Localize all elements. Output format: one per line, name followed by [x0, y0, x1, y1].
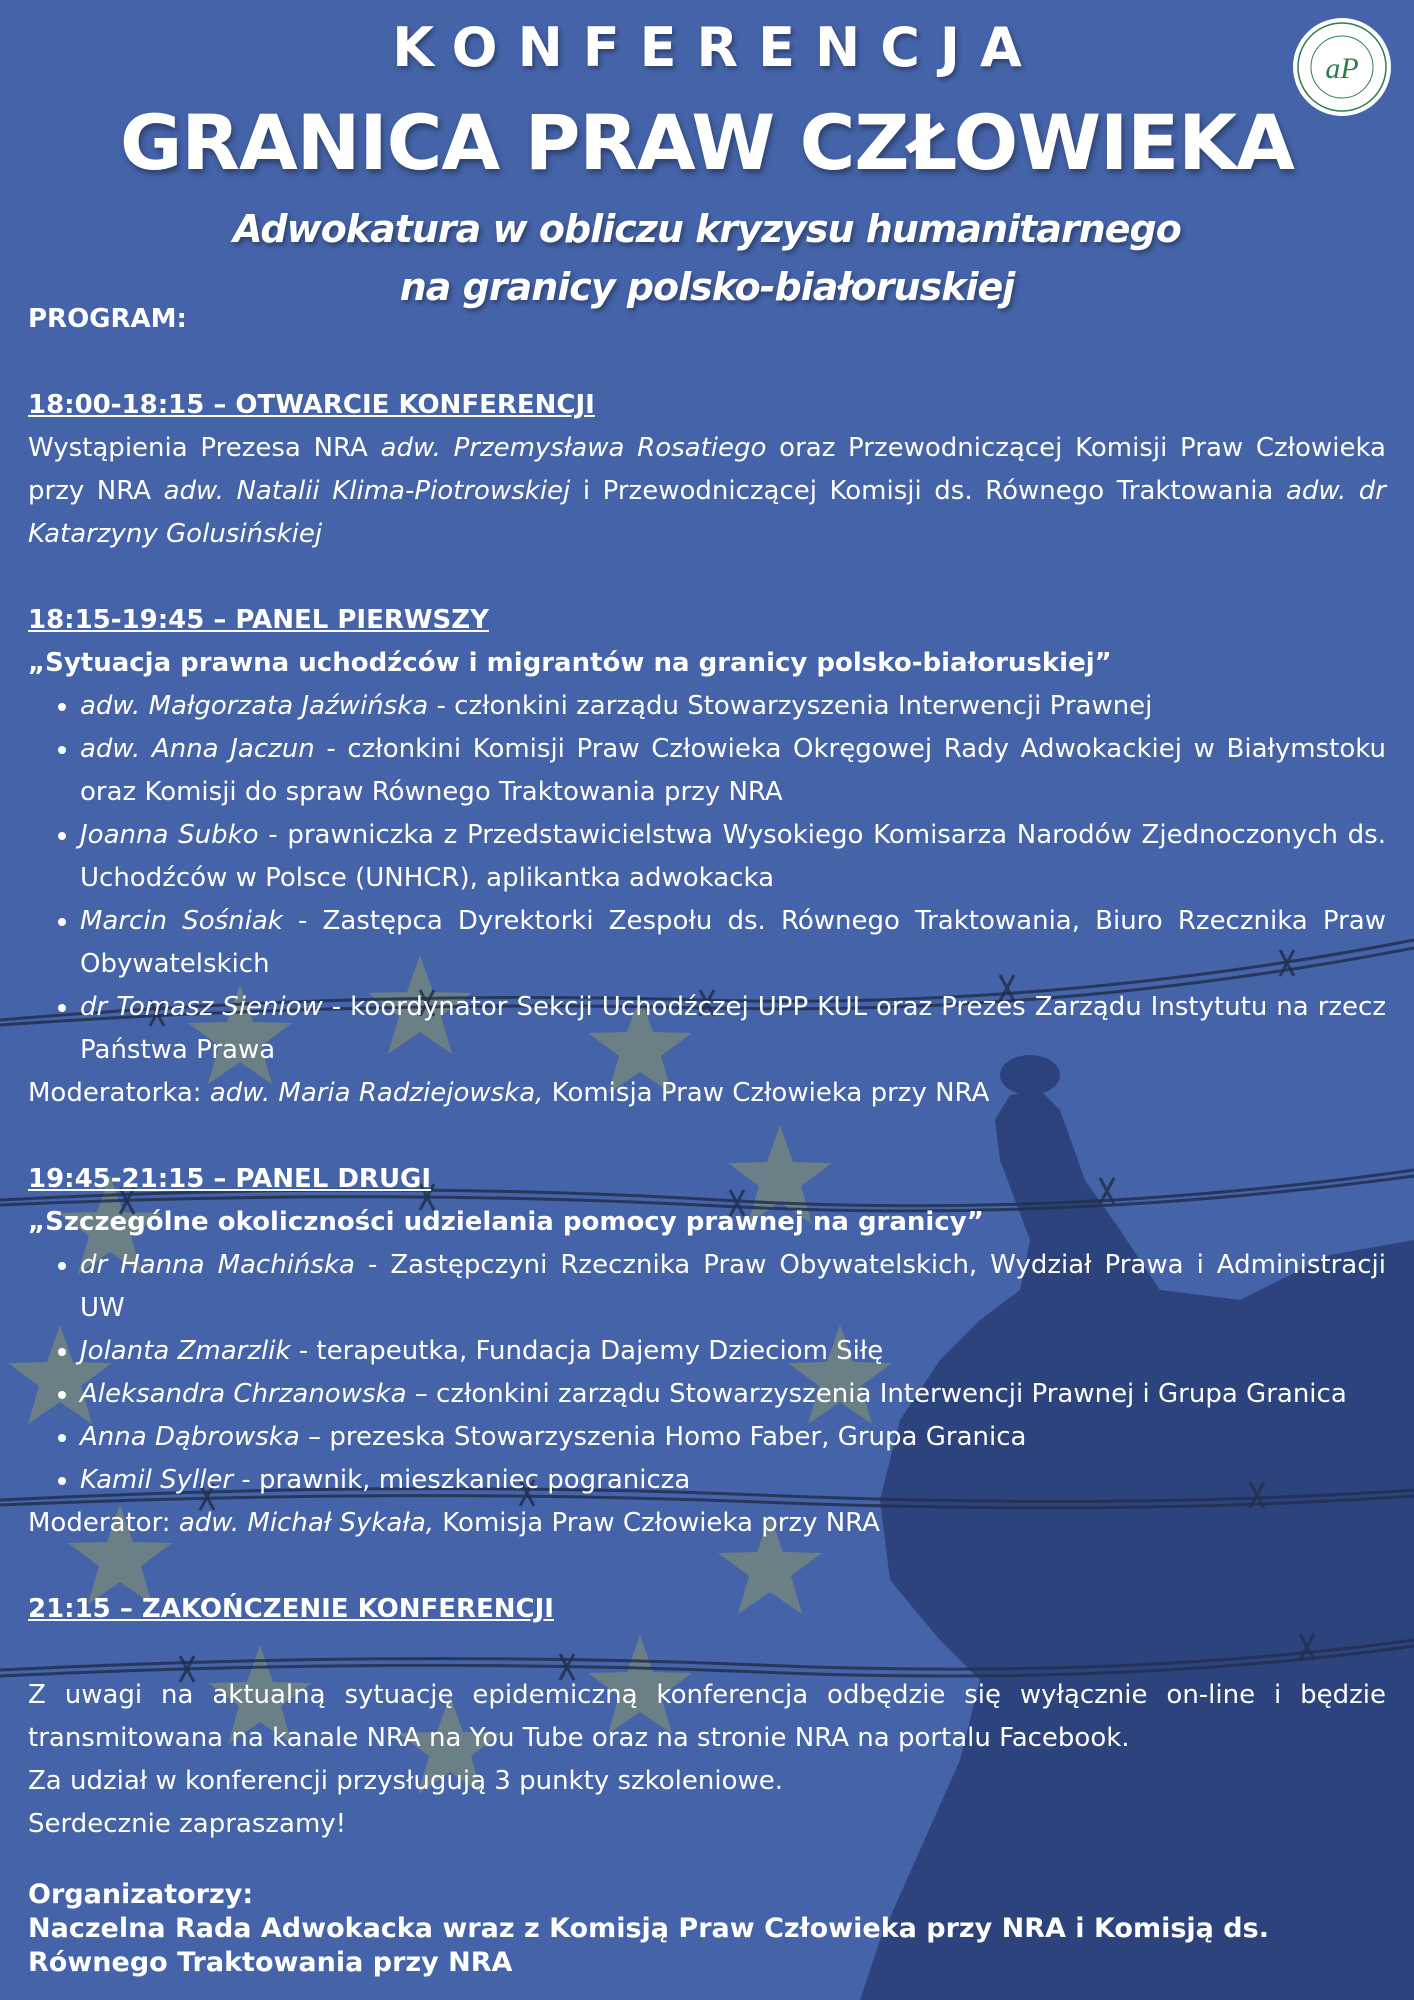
list-item: • Kamil Syller - prawnik, mieszkaniec pogranicza [80, 1459, 1386, 1502]
list-item: • Jolanta Zmarzlik - terapeutka, Fundacja Dajemy Dzieciom Siłę [80, 1330, 1386, 1373]
speaker-name: adw. Natalii Klima-Piotrowskiej [163, 476, 571, 506]
speaker-name: adw. dr Katarzyny Golusińskiej [28, 476, 1386, 549]
training-points-notice: Za udział w konferencji przysługują 3 punkty szkoleniowe. [28, 1766, 784, 1796]
panel1-title: „Sytuacja prawna uchodźców i migrantów na granicy polsko-białoruskiej” [28, 648, 1112, 678]
panel2-heading: 19:45-21:15 – PANEL DRUGI [28, 1164, 432, 1194]
program-label: PROGRAM: [28, 304, 187, 334]
list-item: • dr Tomasz Sieniow - koordynator Sekcji Uchodźczej UPP KUL oraz Prezes Zarządu Instytutu na rzecz Państwa Prawa [80, 986, 1386, 1072]
event-type-heading: KONFERENCJA [392, 16, 1042, 79]
organizers-section [28, 1878, 1386, 1980]
panel2-speaker-list [28, 1244, 1386, 1502]
organizers-text: Naczelna Rada Adwokacka wraz z Komisją Praw Człowieka przy NRA i Komisją ds. Równego Traktowania przy NRA [28, 1913, 1269, 1978]
panel1-heading: 18:15-19:45 – PANEL PIERWSZY [28, 605, 489, 635]
svg-text:aP: aP [1325, 52, 1359, 85]
organizers-label: Organizatorzy: [28, 1879, 254, 1910]
list-item: • dr Hanna Machińska - Zastępczyni Rzecznika Praw Obywatelskich, Wydział Prawa i Administracji UW [80, 1244, 1386, 1330]
panel1-speaker-list [28, 685, 1386, 1072]
subtitle-line-1: Adwokatura w obliczu kryzysu humanitarnego [233, 207, 1181, 251]
opening-description: Wystąpienia Prezesa NRA adw. Przemysława Rosatiego oraz Przewodniczącej Komisji Praw Człowieka przy NRA adw. Natalii Klima-Piotrowskiej i Przewodniczącej Komisji ds. Równego Traktowania adw. dr Katarzyny Golusińskiej [28, 433, 1386, 549]
list-item: • Anna Dąbrowska – prezeska Stowarzyszenia Homo Faber, Grupa Granica [80, 1416, 1386, 1459]
closing-heading: 21:15 – ZAKOŃCZENIE KONFERENCJI [28, 1594, 554, 1624]
list-item: • Joanna Subko - prawniczka z Przedstawicielstwa Wysokiego Komisarza Narodów Zjednoczonych ds. Uchodźców w Polsce (UNHCR), aplikantka adwokacka [80, 814, 1386, 900]
list-item: • Aleksandra Chrzanowska – członkini zarządu Stowarzyszenia Interwencji Prawnej i Grupa Granica [80, 1373, 1386, 1416]
panel2-title: „Szczególne okoliczności udzielania pomocy prawnej na granicy” [28, 1207, 984, 1237]
panel1-moderator: Moderatorka: adw. Maria Radziejowska, Komisja Praw Człowieka przy NRA [28, 1078, 990, 1108]
bar-association-logo [1293, 18, 1391, 116]
panel2-moderator: Moderator: adw. Michał Sykała, Komisja Praw Człowieka przy NRA [28, 1508, 880, 1538]
list-item: • adw. Anna Jaczun - członkini Komisji Praw Człowieka Okręgowej Rady Adwokackiej w Białymstoku oraz Komisji do spraw Równego Traktowania przy NRA [80, 728, 1386, 814]
speaker-name: adw. Przemysława Rosatiego [380, 433, 767, 463]
subtitle-line-2: na granicy polsko-białoruskiej [399, 265, 1015, 309]
invitation-text: Serdecznie zapraszamy! [28, 1809, 347, 1839]
online-notice: Z uwagi na aktualną sytuację epidemiczną konferencja odbędzie się wyłącznie on-line i będzie transmitowana na kanale NRA na You Tube oraz na stronie NRA na portalu Facebook. [28, 1680, 1386, 1753]
program-section [28, 298, 1386, 1846]
list-item: • adw. Małgorzata Jaźwińska - członkini zarządu Stowarzyszenia Interwencji Prawnej [80, 685, 1386, 728]
list-item: • Marcin Sośniak - Zastępca Dyrektorki Zespołu ds. Równego Traktowania, Biuro Rzecznika Praw Obywatelskich [80, 900, 1386, 986]
opening-heading: 18:00-18:15 – OTWARCIE KONFERENCJI [28, 390, 595, 420]
conference-title: GRANICA PRAW CZŁOWIEKA [120, 98, 1294, 187]
